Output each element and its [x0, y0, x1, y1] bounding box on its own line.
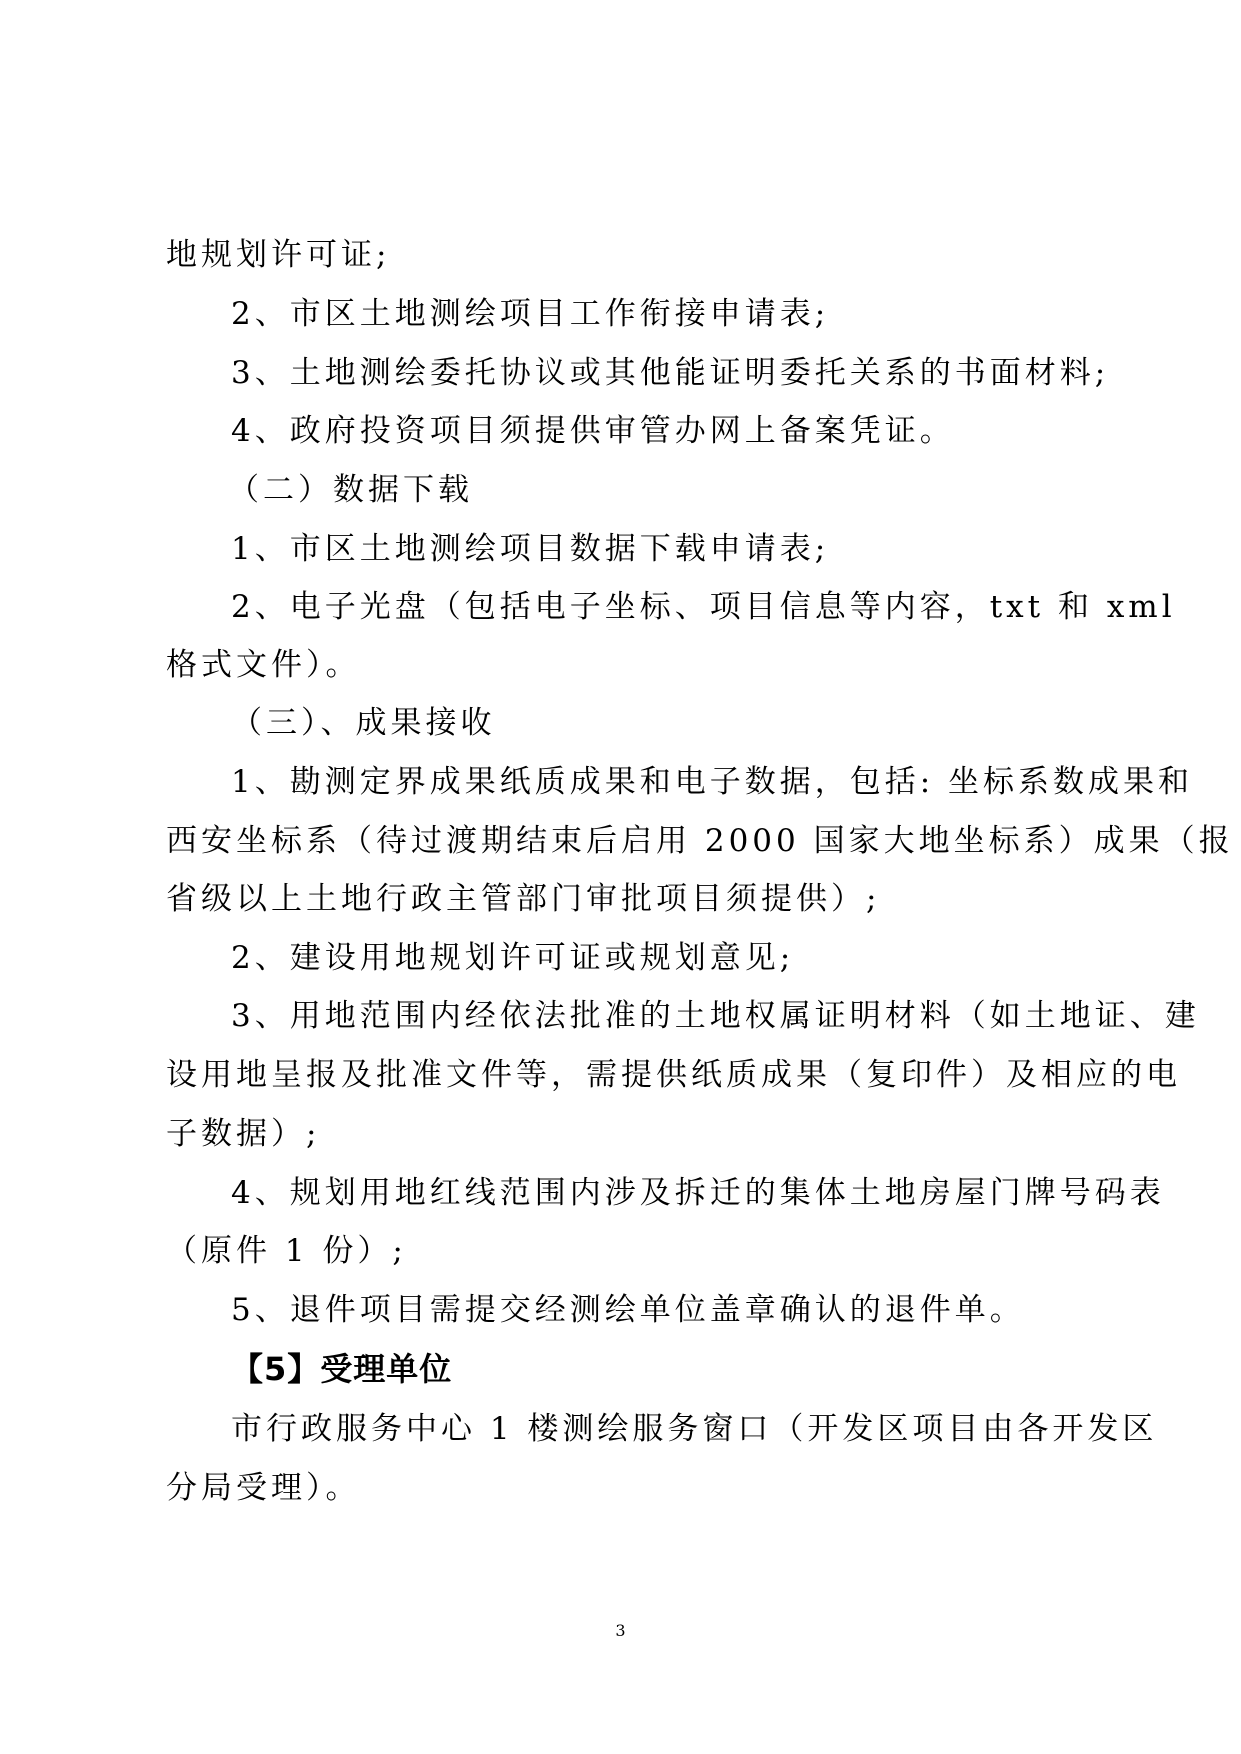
text-line-17: 4、规划用地红线范围内涉及拆迁的集体土地房屋门牌号码表	[231, 1175, 1165, 1211]
text-line-13: 2、建设用地规划许可证或规划意见;	[231, 940, 795, 976]
text-line-19: 5、退件项目需提交经测绘单位盖章确认的退件单。	[231, 1292, 1025, 1328]
section-heading-accepting-unit: 【5】受理单位	[231, 1350, 453, 1388]
text-line-10: 1、勘测定界成果纸质成果和电子数据，包括: 坐标系数成果和	[231, 764, 1194, 800]
page-number: 3	[615, 1621, 626, 1640]
text-line-18: （原件 1 份）;	[166, 1233, 407, 1269]
text-line-3: 3、土地测绘委托协议或其他能证明委托关系的书面材料;	[231, 355, 1110, 391]
text-line-12: 省级以上土地行政主管部门审批项目须提供）;	[166, 881, 881, 917]
text-line-22: 分局受理）。	[166, 1470, 361, 1506]
text-line-7: 2、电子光盘（包括电子坐标、项目信息等内容，txt 和 xml	[231, 589, 1176, 625]
text-line-14: 3、用地范围内经依法批准的土地权属证明材料（如土地证、建	[231, 998, 1200, 1034]
text-line-16: 子数据）;	[166, 1116, 321, 1152]
text-line-8: 格式文件）。	[166, 647, 361, 683]
text-line-2: 2、市区土地测绘项目工作衔接申请表;	[231, 296, 830, 332]
text-line-6: 1、市区土地测绘项目数据下载申请表;	[231, 531, 830, 567]
section-heading-result-receipt: （三）、成果接收	[231, 705, 496, 741]
text-line-11: 西安坐标系（待过渡期结束后启用 2000 国家大地坐标系）成果（报	[166, 823, 1234, 859]
text-line-4: 4、政府投资项目须提供审管办网上备案凭证。	[231, 413, 955, 449]
text-line-15: 设用地呈报及批准文件等，需提供纸质成果（复印件）及相应的电	[166, 1057, 1181, 1093]
section-heading-data-download: （二）数据下载	[228, 472, 473, 508]
text-line-1: 地规划许可证;	[166, 237, 391, 273]
text-line-21: 市行政服务中心 1 楼测绘服务窗口（开发区项目由各开发区	[231, 1411, 1158, 1447]
